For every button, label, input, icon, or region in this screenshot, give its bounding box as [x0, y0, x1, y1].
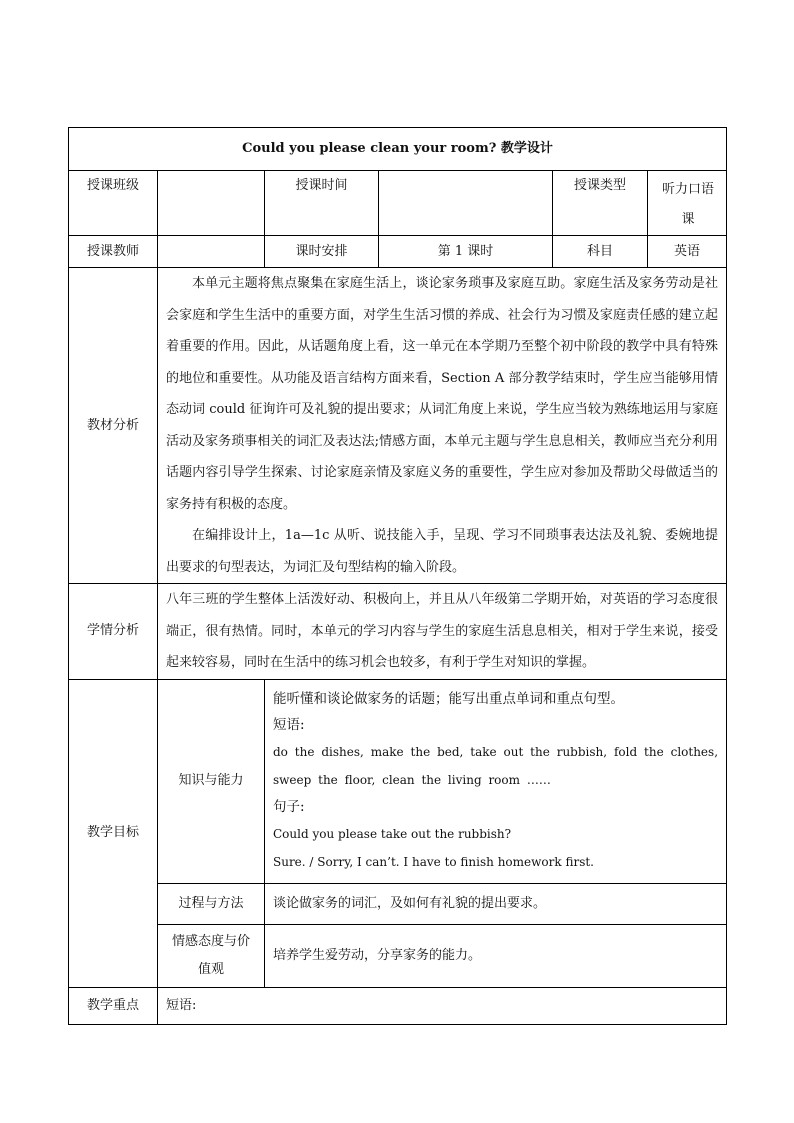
- material-paragraph-1: 本单元主题将焦点聚集在家庭生活上，谈论家务琐事及家庭互助。家庭生活及家务劳动是社会家庭和学生生活中的重要方面，对学生生活习惯的养成、社会行为习惯及家庭责任感的建立起着重要的作用。因此，从话题角度上看，这一单元在本学期乃至整个初中阶段的教学中具有特殊的地位和重要性。从功能及语言结构方面来看，Section A 部分教学结束时，学生应当能够用情态动词 could 征询许可及礼貌的提出要求；从词汇角度上来说，学生应当较为熟练地运用与家庭活动及家务琐事相关的词汇及表达法;情感方面，本单元主题与学生息息相关，教师应当充分利用话题内容引导学生探索、讨论家庭亲情及家庭义务的重要性，学生应对参加及帮助父母做适当的家务持有积极的态度。: [166, 276, 719, 512]
- emotion-content: 培养学生爱劳动，分享家务的能力。: [265, 924, 727, 987]
- students-row: [69, 584, 727, 680]
- key-points-content: 短语:: [158, 987, 727, 1024]
- type-value: 听力口语课: [648, 171, 727, 236]
- info-row-2: [69, 236, 727, 268]
- time-value: [379, 171, 553, 236]
- knowledge-row: [69, 679, 727, 883]
- schedule-value: 第 1 课时: [379, 236, 553, 268]
- class-label: 授课班级: [69, 171, 158, 236]
- process-row: [69, 883, 727, 924]
- class-value: [158, 171, 265, 236]
- material-paragraph-2: 在编排设计上，1a—1c 从听、说技能入手，呈现、学习不同琐事表达法及礼貌、委婉地提出要求的句型表达，为词汇及句型结构的输入阶段。: [166, 528, 719, 575]
- knowledge-content: [265, 679, 727, 883]
- key-points-row: [69, 987, 727, 1024]
- material-content: [158, 268, 727, 584]
- sentence-2: Sure. / Sorry, I can’t. I have to finish homework first.: [273, 855, 594, 869]
- schedule-label: 课时安排: [265, 236, 379, 268]
- lesson-plan-table: [68, 127, 727, 1025]
- knowledge-line-1: 能听懂和谈论做家务的话题；能写出重点单词和重点句型。: [273, 691, 624, 707]
- phrases-label: 短语:: [273, 717, 305, 733]
- students-paragraph: 八年三班的学生整体上活泼好动、积极向上，并且从八年级第二学期开始，对英语的学习态度很端正，很有热情。同时，本单元的学习内容与学生的家庭生活息息相关，相对于学生来说，接受起来较容易，同时在生活中的练习机会也较多，有利于学生对知识的掌握。: [166, 592, 719, 670]
- objectives-label: 教学目标: [69, 679, 158, 987]
- title-row: [69, 128, 727, 171]
- material-row: [69, 268, 727, 584]
- teacher-value: [158, 236, 265, 268]
- emotion-row: [69, 924, 727, 987]
- document-title: Could you please clean your room? 教学设计: [69, 128, 727, 171]
- sentences-label: 句子:: [273, 799, 305, 815]
- subject-label: 科目: [553, 236, 648, 268]
- process-content: 谈论做家务的词汇，及如何有礼貌的提出要求。: [265, 883, 727, 924]
- subject-value: 英语: [648, 236, 727, 268]
- phrases-text: do the dishes, make the bed, take out the rubbish, fold the clothes, sweep the floor, clean the living room ……: [273, 745, 719, 787]
- students-content: [158, 584, 727, 680]
- type-label: 授课类型: [553, 171, 648, 236]
- emotion-label: 情感态度与价值观: [158, 924, 265, 987]
- key-points-label: 教学重点: [69, 987, 158, 1024]
- knowledge-label: 知识与能力: [158, 679, 265, 883]
- info-row-1: [69, 171, 727, 236]
- sentence-1: Could you please take out the rubbish?: [273, 827, 512, 841]
- students-label: 学情分析: [69, 584, 158, 680]
- time-label: 授课时间: [265, 171, 379, 236]
- material-label: 教材分析: [69, 268, 158, 584]
- process-label: 过程与方法: [158, 883, 265, 924]
- teacher-label: 授课教师: [69, 236, 158, 268]
